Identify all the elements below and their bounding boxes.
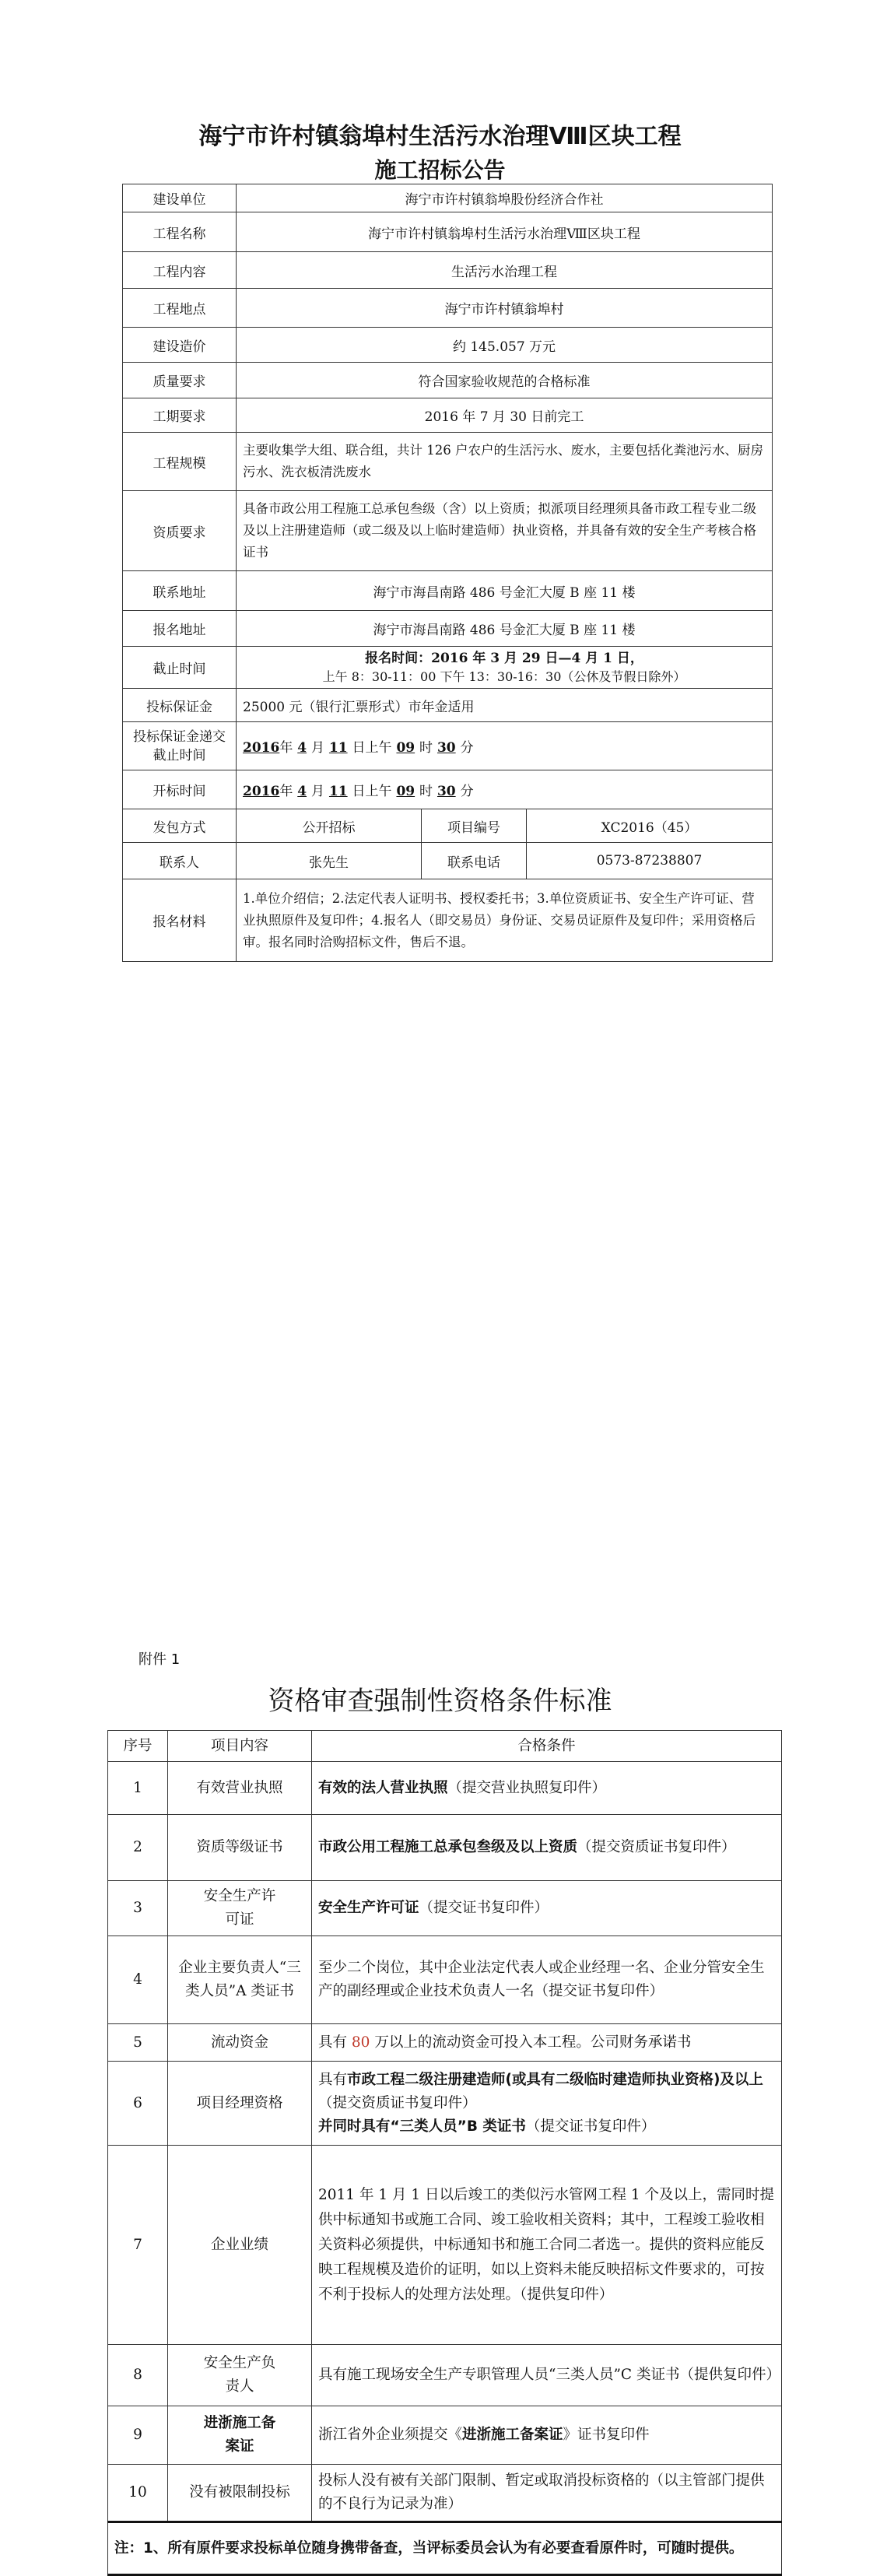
annex-label: 附件 1 [138,1651,181,1668]
cond-text: 万以上的流动资金可投入本工程。公司财务承诺书 [370,2034,692,2051]
cond-bold: 并同时具有“三类人员”B 类证书 [318,2118,526,2135]
row-cond [312,1881,782,1936]
row-no: 1 [108,1762,168,1815]
label-scale: 工程规模 [123,433,237,491]
row-item: 流动资金 [168,2024,312,2062]
op-day-word: 日上午 [352,784,392,799]
row-schedule [123,398,773,433]
deadline-line1: 报名时间：2016 年 3 月 29 日—4 月 1 日， [365,650,643,666]
row-no: 4 [108,1936,168,2024]
row-materials [123,879,773,962]
row-no: 5 [108,2024,168,2062]
value-project-name: 海宁市许村镇翁埠村生活污水治理Ⅷ区块工程 [237,212,773,252]
row-item: 有效营业执照 [168,1762,312,1815]
value-materials: 1.单位介绍信；2.法定代表人证明书、授权委托书；3.单位资质证书、安全生产许可证、营业执照原件及复印件；4.报名人（即交易员）身份证、交易员证原件及复印件；采用资格后审。报名同时洽购招标文件，售后不退。 [237,879,773,962]
value-phone: 0573-87238807 [527,843,773,879]
row-item: 进浙施工备案证 [168,2406,312,2465]
value-quality: 符合国家验收规范的合格标准 [237,363,773,398]
label-quality: 质量要求 [123,363,237,398]
value-opening [237,770,773,809]
row-item: 企业主要负责人“三类人员”A 类证书 [168,1936,312,2024]
op-month: 4 [297,784,307,799]
qualification-table [107,1730,782,2576]
cond-bold: 进浙施工备案证 [462,2427,563,2443]
value-location: 海宁市许村镇翁埠村 [237,289,773,328]
row-opening [123,770,773,809]
row-cond: 具有施工现场安全生产专职管理人员“三类人员”C 类证书（提供复印件） [312,2345,782,2406]
row-project-name [123,212,773,252]
row-content [123,252,773,289]
op-year-word: 年 [279,784,293,799]
row-cond [312,2406,782,2465]
row-cond: 至少二个岗位，其中企业法定代表人或企业经理一名、企业分管安全生产的副经理或企业技术负责人一名（提交证书复印件） [312,1936,782,2024]
row-reg-address [123,611,773,647]
label-reg-address: 报名地址 [123,611,237,647]
table-row [108,2345,782,2406]
row-item: 安全生产负责人 [168,2345,312,2406]
op-minute: 30 [436,784,456,799]
table-row [108,1881,782,1936]
row-no: 10 [108,2465,168,2522]
label-builder: 建设单位 [123,184,237,212]
label-phone: 联系电话 [422,843,527,879]
row-cond [312,2024,782,2062]
row-builder [123,184,773,212]
label-opening: 开标时间 [123,770,237,809]
row-cond [312,2062,782,2146]
row-contact [123,843,773,879]
cond-bold: 有效的法人营业执照 [318,1779,448,1796]
cond-text: （提交证书复印件） [525,2118,656,2135]
value-content: 生活污水治理工程 [237,252,773,289]
row-cond: 投标人没有被有关部门限制、暂定或取消投标资格的（以主管部门提供的不良行为记录为准） [312,2465,782,2522]
row-item: 企业业绩 [168,2146,312,2345]
label-contact: 联系人 [123,843,237,879]
row-cond [312,1762,782,1815]
value-reg-address: 海宁市海昌南路 486 号金汇大厦 B 座 11 楼 [237,611,773,647]
value-contract-type: 公开招标 [237,809,422,843]
label-content: 工程内容 [123,252,237,289]
label-contract-type: 发包方式 [123,809,237,843]
row-deadline [123,647,773,689]
cond-bold: 市政公用工程施工总承包叁级及以上资质 [318,1839,578,1855]
dd-month: 4 [297,740,307,756]
value-cost: 约 145.057 万元 [237,328,773,363]
table-row [108,2146,782,2345]
dd-day: 11 [328,740,348,756]
row-no: 6 [108,2062,168,2146]
row-location [123,289,773,328]
label-contact-address: 联系地址 [123,571,237,611]
row-cost [123,328,773,363]
label-deposit: 投标保证金 [123,689,237,722]
table-row [108,1815,782,1881]
row-quality [123,363,773,398]
dd-month-word: 月 [311,740,325,756]
row-qualification [123,491,773,571]
value-scale: 主要收集学大组、联合组，共计 126 户农户的生活污水、废水，主要包括化粪池污水、厨房污水、洗衣板清洗废水 [237,433,773,491]
row-contract-type [123,809,773,843]
row-item: 没有被限制投标 [168,2465,312,2522]
op-day: 11 [328,784,348,799]
label-schedule: 工期要求 [123,398,237,433]
cond-bold: 安全生产许可证 [318,1900,419,1916]
table-row [108,2465,782,2522]
op-month-word: 月 [311,784,325,799]
cond-text: 浙江省外企业须提交《 [318,2427,463,2443]
cond-text: （提交资质证书复印件） [318,2094,477,2111]
dd-year: 2016 [243,740,280,756]
annex-title: 资格审查强制性资格条件标准 [268,1686,612,1717]
dd-day-word: 日上午 [352,740,392,756]
cond-amount: 80 [351,2034,370,2051]
table-row [108,2406,782,2465]
footnote-row [108,2522,782,2575]
dd-hour: 09 [396,740,415,756]
value-deposit-deadline [237,722,773,770]
row-no: 8 [108,2345,168,2406]
announcement-title: 海宁市许村镇翁埠村生活污水治理Ⅷ区块工程 [198,123,682,150]
table-row [108,2024,782,2062]
label-qualification: 资质要求 [123,491,237,571]
tender-info-table [122,184,773,962]
value-project-number: XC2016（45） [527,809,773,843]
header-item: 项目内容 [168,1731,312,1762]
cond-text: 具有 [318,2034,352,2051]
dd-minute: 30 [436,740,456,756]
row-no: 3 [108,1881,168,1936]
op-year: 2016 [243,784,280,799]
footnote: 注：1、所有原件要求投标单位随身携带备查，当评标委员会认为有必要查看原件时，可随时提供。 [108,2522,782,2575]
label-materials: 报名材料 [123,879,237,962]
label-location: 工程地点 [123,289,237,328]
deadline-line2: 上午 8：30-11：00 下午 13：30-16：30（公休及节假日除外） [322,669,686,684]
cond-text: （提交资质证书复印件） [577,1839,736,1855]
row-item: 资质等级证书 [168,1815,312,1881]
value-schedule: 2016 年 7 月 30 日前完工 [237,398,773,433]
value-deadline [237,647,773,689]
label-project-number: 项目编号 [422,809,527,843]
cond-text: 具有 [318,2071,348,2088]
row-no: 2 [108,1815,168,1881]
announcement-subtitle: 施工招标公告 [374,157,506,183]
row-no: 7 [108,2146,168,2345]
label-deposit-deadline: 投标保证金递交截止时间 [123,722,237,770]
op-hour: 09 [396,784,415,799]
row-deposit [123,689,773,722]
row-scale [123,433,773,491]
value-deposit: 25000 元（银行汇票形式）市年金适用 [237,689,773,722]
table-row [108,1936,782,2024]
cond-text: （提交营业执照复印件） [447,1779,607,1796]
table-header-row [108,1731,782,1762]
table-row [108,1762,782,1815]
row-deposit-deadline [123,722,773,770]
row-cond [312,1815,782,1881]
value-contact-address: 海宁市海昌南路 486 号金汇大厦 B 座 11 楼 [237,571,773,611]
table-row [108,2062,782,2146]
label-cost: 建设造价 [123,328,237,363]
row-contact-address [123,571,773,611]
dd-hour-word: 时 [419,740,433,756]
cond-text: （提交证书复印件） [419,1900,549,1916]
value-builder: 海宁市许村镇翁埠股份经济合作社 [237,184,773,212]
op-hour-word: 时 [419,784,433,799]
row-item: 安全生产许可证 [168,1881,312,1936]
cond-text: 》证书复印件 [563,2427,650,2443]
op-minute-word: 分 [460,784,474,799]
label-deadline: 截止时间 [123,647,237,689]
header-cond: 合格条件 [312,1731,782,1762]
header-no: 序号 [108,1731,168,1762]
dd-year-word: 年 [279,740,293,756]
cond-bold: 市政工程二级注册建造师(或具有二级临时建造师执业资格)及以上 [347,2071,763,2088]
dd-minute-word: 分 [460,740,474,756]
row-no: 9 [108,2406,168,2465]
row-cond: 2011 年 1 月 1 日以后竣工的类似污水管网工程 1 个及以上，需同时提供中标通知书或施工合同、竣工验收相关资料；其中，工程竣工验收相关资料必须提供，中标通知书和施工合同二者选一。提供的资料应能反映工程规模及造价的证明，如以上资料未能反映招标文件要求的，可按不利于投标人的处理方法处理。（提供复印件） [312,2146,782,2345]
value-contact: 张先生 [237,843,422,879]
value-qualification: 具备市政公用工程施工总承包叁级（含）以上资质；拟派项目经理须具备市政工程专业二级及以上注册建造师（或二级及以上临时建造师）执业资格，并具备有效的安全生产考核合格证书 [237,491,773,571]
label-project-name: 工程名称 [123,212,237,252]
row-item: 项目经理资格 [168,2062,312,2146]
